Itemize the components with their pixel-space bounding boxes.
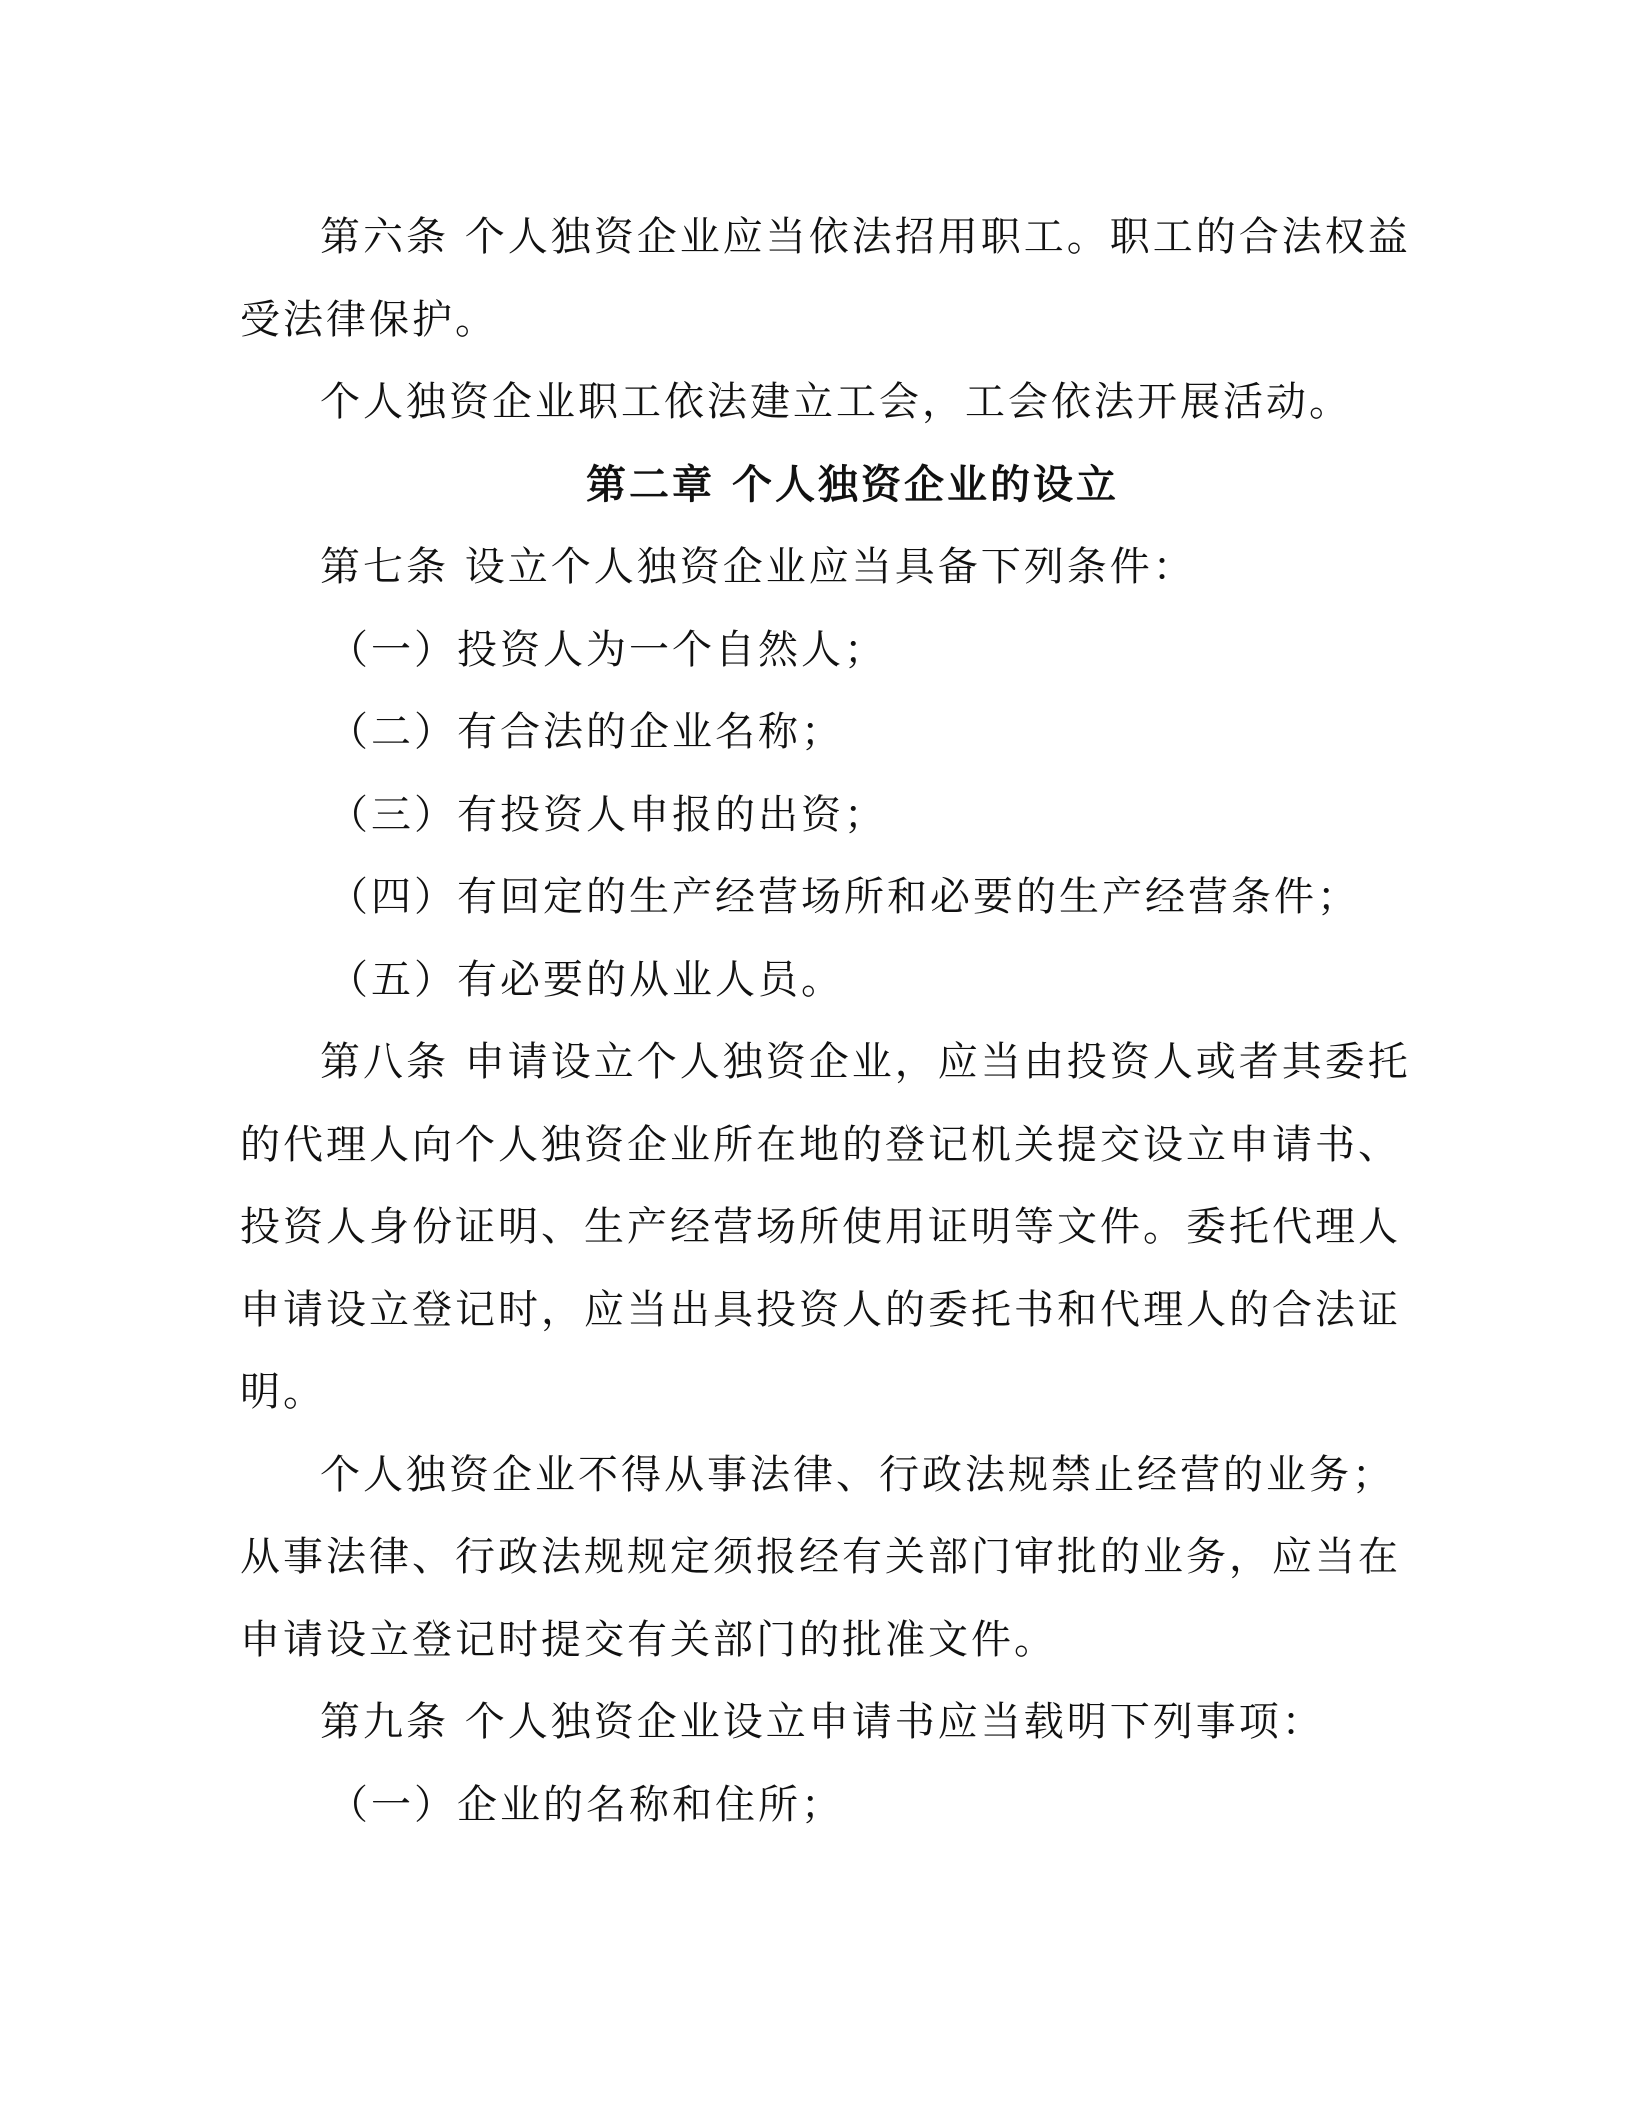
article-8-line-3: 投资人身份证明、生产经营场所使用证明等文件。委托代理人 bbox=[240, 1204, 1401, 1250]
article-6-paragraph-2: 个人独资企业职工依法建立工会，工会依法开展活动。 bbox=[320, 379, 1352, 425]
article-7-item-1: （一）投资人为一个自然人； bbox=[328, 626, 887, 673]
article-8-paragraph-2-line-3: 申请设立登记时提交有关部门的批准文件。 bbox=[240, 1616, 1057, 1663]
article-8-line-1: 第八条 申请设立个人独资企业，应当由投资人或者其委托 bbox=[320, 1039, 1411, 1085]
article-7-intro: 第七条 设立个人独资企业应当具备下列条件： bbox=[320, 544, 1196, 590]
document-page bbox=[240, 196, 1411, 1846]
article-7-item-3: （三）有投资人申报的出资； bbox=[328, 791, 887, 838]
article-8-line-5: 明。 bbox=[240, 1369, 326, 1415]
article-8-line-4: 申请设立登记时，应当出具投资人的委托书和代理人的合法证 bbox=[240, 1286, 1401, 1333]
article-7-item-4: （四）有回定的生产经营场所和必要的生产经营条件； bbox=[328, 874, 1360, 920]
article-9-intro: 第九条 个人独资企业设立申请书应当载明下列事项： bbox=[320, 1699, 1325, 1745]
article-9-item-1: （一）企业的名称和住所； bbox=[328, 1781, 844, 1828]
article-6-line-2: 受法律保护。 bbox=[240, 296, 498, 343]
article-7-item-2: （二）有合法的企业名称； bbox=[328, 709, 844, 755]
article-8-paragraph-2-line-2: 从事法律、行政法规规定须报经有关部门审批的业务，应当在 bbox=[240, 1534, 1401, 1580]
article-7-item-5: （五）有必要的从业人员。 bbox=[328, 956, 844, 1003]
article-8-paragraph-2-line-1: 个人独资企业不得从事法律、行政法规禁止经营的业务； bbox=[320, 1451, 1395, 1498]
article-6-line-1: 第六条 个人独资企业应当依法招用职工。职工的合法权益 bbox=[320, 214, 1411, 260]
chapter-heading: 第二章 个人独资企业的设立 bbox=[586, 460, 1119, 508]
article-8-line-2: 的代理人向个人独资企业所在地的登记机关提交设立申请书、 bbox=[240, 1121, 1401, 1168]
